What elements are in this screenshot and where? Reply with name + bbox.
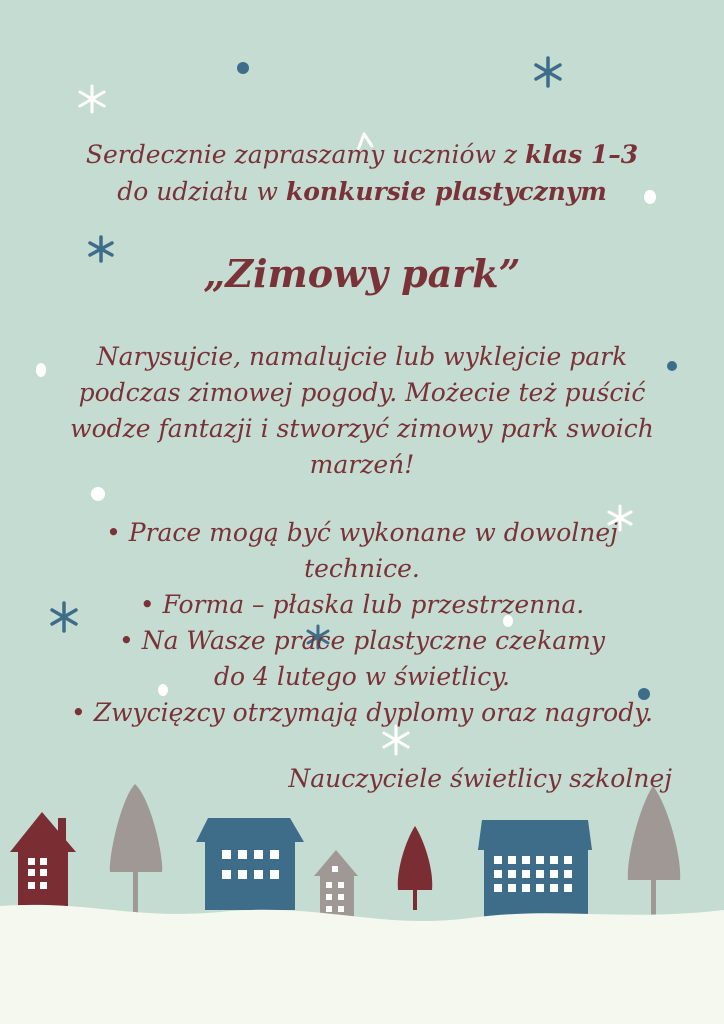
invite-line-1: Serdecznie zapraszamy uczniów z klas 1–3 xyxy=(85,140,639,169)
rule-item: do 4 lutego w świetlicy. xyxy=(214,662,510,691)
rule-item: • Forma – płaska lub przestrzenna. xyxy=(139,590,585,619)
rule-item: technice. xyxy=(304,554,420,583)
rule-item: • Na Wasze prace plastyczne czekamy xyxy=(119,626,605,655)
signature: Nauczyciele świetlicy szkolnej xyxy=(288,764,672,793)
tree-icon xyxy=(398,826,433,910)
snow-ground xyxy=(0,905,724,1024)
highlight-contest: konkursie plastycznym xyxy=(285,177,607,206)
tree-icon xyxy=(628,786,680,918)
description-line: podczas zimowej pogody. Możecie też puścić xyxy=(78,378,646,407)
page-title: „Zimowy park” xyxy=(203,251,521,296)
highlight-classes: klas 1–3 xyxy=(525,140,639,169)
rule-item: • Prace mogą być wykonane w dowolnej xyxy=(106,518,618,547)
blue-house-icon xyxy=(196,818,304,910)
description-line: wodze fantazji i stworzyć zimowy park swoich xyxy=(70,414,654,443)
invite-line-2: do udziału w konkursie plastycznym xyxy=(117,177,607,206)
tree-icon xyxy=(110,784,162,914)
blue-house-icon xyxy=(478,820,592,920)
description-line: marzeń! xyxy=(309,450,415,479)
rule-item: • Zwycięzcy otrzymają dyplomy oraz nagrody. xyxy=(71,698,653,727)
description-line: Narysujcie, namalujcie lub wyklejcie park xyxy=(96,342,628,371)
